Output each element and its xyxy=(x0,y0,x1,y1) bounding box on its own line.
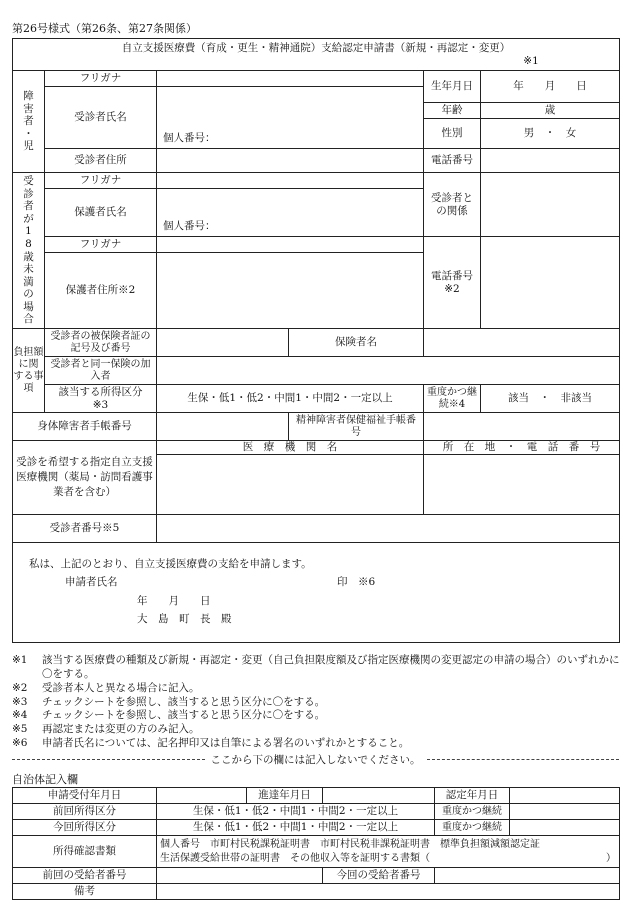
birth-date-field[interactable]: 年 月 日 xyxy=(481,71,620,103)
title-note: ※1 xyxy=(523,54,539,67)
mental-handbook-field[interactable] xyxy=(424,413,620,441)
notes-list xyxy=(12,654,627,751)
relation-label: 受診者との関係 xyxy=(424,173,481,237)
prev-income-label: 前回所得区分 xyxy=(13,804,157,820)
curr-number-field[interactable] xyxy=(435,868,620,884)
insured-cert-label: 受診者の被保険者証の記号及び番号 xyxy=(45,329,157,357)
same-insurance-field[interactable] xyxy=(157,357,620,385)
sex-field[interactable]: 男 ・ 女 xyxy=(481,119,620,149)
institution-address-field[interactable] xyxy=(424,455,620,515)
patient-furigana-field[interactable] xyxy=(157,71,424,87)
note-item: ※6 申請者氏名については、記名押印又は自筆による署名のいずれかとすること。 xyxy=(12,737,410,750)
patient-name-label: 受診者氏名 xyxy=(45,87,157,149)
insured-cert-field[interactable] xyxy=(157,329,289,357)
institution-name-header: 医 療 機 関 名 xyxy=(157,441,424,455)
guardian-mynumber-label: 個人番号： xyxy=(163,219,216,232)
insurer-label: 保険者名 xyxy=(289,329,424,357)
curr-severe-label: 重度かつ継続 xyxy=(435,820,510,836)
application-form xyxy=(12,38,620,643)
declaration-statement: 私は、上記のとおり、自立支援医療費の支給を申請します。 xyxy=(29,558,312,570)
physical-handbook-label: 身体障害者手帳番号 xyxy=(13,413,157,441)
physical-handbook-field[interactable] xyxy=(157,413,289,441)
income-docs-options[interactable]: 個人番号 市町村民税課税証明書 市町村民税非課税証明書 標準負担額減額認定証 生活保護受給世帯の証明書 その他収入等を証明する書類（ ） xyxy=(157,836,620,868)
note-item: ※2 受診者本人と異なる場合に記入。 xyxy=(12,681,200,694)
note-item: ※3 チェックシートを参照し、該当すると思う区分に〇をする。 xyxy=(12,695,326,708)
patient-mynumber-label: 個人番号： xyxy=(163,131,216,144)
guardian-furigana-field[interactable] xyxy=(157,173,424,189)
prev-severe-label: 重度かつ継続 xyxy=(435,804,510,820)
income-docs-label: 所得確認書類 xyxy=(13,836,157,868)
institution-address-header: 所 在 地 ・ 電 話 番 号 xyxy=(424,441,620,455)
recipient-number-label: 受診者番号※5 xyxy=(13,515,157,543)
institution-name-field[interactable] xyxy=(157,455,424,515)
form-id: 第26号様式（第26条、第27条関係） xyxy=(12,22,197,35)
age-field[interactable]: 歳 xyxy=(481,103,620,119)
income-class-label: 該当する所得区分 ※3 xyxy=(45,385,157,413)
cut-line-text: ここから下の欄には記入しないでください。 xyxy=(210,754,421,766)
form-title: 自立支援医療費（育成・更生・精神通院）支給認定申請書（新規・再認定・変更） ※1 xyxy=(13,39,620,71)
curr-income-label: 今回所得区分 xyxy=(13,820,157,836)
applicant-label: 申請者氏名 xyxy=(65,576,118,589)
patient-section-label: 障 害 者 ・ 児 xyxy=(13,71,45,173)
patient-address-field[interactable] xyxy=(157,149,424,173)
sex-label: 性別 xyxy=(424,119,481,149)
note-item: ※1 該当する医療費の種類及び新規・再認定・変更（自己負担限度額及び指定医療機関の変更認定の申請の場合）のいずれかに〇をする。 xyxy=(12,654,620,680)
note-item: ※4 チェックシートを参照し、該当すると思う区分に〇をする。 xyxy=(12,709,326,722)
burden-section-label: 負担額に関 する事項 xyxy=(13,329,45,413)
relation-field[interactable] xyxy=(481,173,620,237)
severe-options[interactable]: 該当 ・ 非該当 xyxy=(481,385,620,413)
patient-phone-field[interactable] xyxy=(481,149,620,173)
same-insurance-label: 受診者と同一保険の加入者 xyxy=(45,357,157,385)
curr-severe-field[interactable] xyxy=(510,820,620,836)
mental-handbook-label: 精神障害者保健福祉手帳番号 xyxy=(289,413,424,441)
institution-label: 受診を希望する指定自立支援医療機関（薬局・訪問看護事業者を含む） xyxy=(13,441,157,515)
progress-date-label: 進達年月日 xyxy=(247,788,323,804)
received-date-label: 申請受付年月日 xyxy=(13,788,157,804)
seal-mark: 印 ※6 xyxy=(337,576,376,589)
guardian-furigana2-field[interactable] xyxy=(157,237,424,253)
patient-name-field[interactable] xyxy=(157,87,424,149)
guardian-phone-label: 電話番号 ※2 xyxy=(424,237,481,329)
progress-date-field[interactable] xyxy=(323,788,435,804)
guardian-phone-field[interactable] xyxy=(481,237,620,329)
prev-number-label: 前回の受給者番号 xyxy=(13,868,157,884)
guardian-address-field[interactable] xyxy=(157,253,424,329)
guardian-address-label: 保護者住所※2 xyxy=(45,253,157,329)
patient-phone-label: 電話番号 xyxy=(424,149,481,173)
patient-furigana-label: フリガナ xyxy=(45,71,157,87)
guardian-furigana2-label: フリガナ xyxy=(45,237,157,253)
addressee: 大 島 町 長 殿 xyxy=(137,613,232,626)
approved-date-field[interactable] xyxy=(510,788,620,804)
remarks-field[interactable] xyxy=(157,884,620,900)
official-use-table xyxy=(12,787,620,900)
guardian-name-label: 保護者氏名 xyxy=(45,189,157,237)
note-item: ※5 再認定または変更の方のみ記入。 xyxy=(12,723,200,736)
guardian-section-label: 受 診 者 が 1 8 歳 未 満 の 場 合 xyxy=(13,173,45,329)
received-date-field[interactable] xyxy=(157,788,247,804)
severe-label: 重度かつ継続※4 xyxy=(424,385,481,413)
curr-income-options[interactable]: 生保・低1・低2・中間1・中間2・一定以上 xyxy=(157,820,435,836)
age-label: 年齢 xyxy=(424,103,481,119)
guardian-furigana-label: フリガナ xyxy=(45,173,157,189)
patient-address-label: 受診者住所 xyxy=(45,149,157,173)
prev-severe-field[interactable] xyxy=(510,804,620,820)
official-section-heading: 自治体記入欄 xyxy=(12,773,78,786)
declaration-date[interactable]: 年 月 日 xyxy=(137,594,211,607)
curr-number-label: 今回の受給者番号 xyxy=(323,868,435,884)
declaration-block xyxy=(13,543,620,643)
insurer-field[interactable] xyxy=(424,329,620,357)
remarks-label: 備考 xyxy=(13,884,157,900)
guardian-name-field[interactable] xyxy=(157,189,424,237)
birth-date-label: 生年月日 xyxy=(424,71,481,103)
prev-income-options[interactable]: 生保・低1・低2・中間1・中間2・一定以上 xyxy=(157,804,435,820)
prev-number-field[interactable] xyxy=(157,868,323,884)
approved-date-label: 認定年月日 xyxy=(435,788,510,804)
income-class-options[interactable]: 生保・低1・低2・中間1・中間2・一定以上 xyxy=(157,385,424,413)
recipient-number-field[interactable] xyxy=(157,515,620,543)
cut-line xyxy=(12,752,619,767)
